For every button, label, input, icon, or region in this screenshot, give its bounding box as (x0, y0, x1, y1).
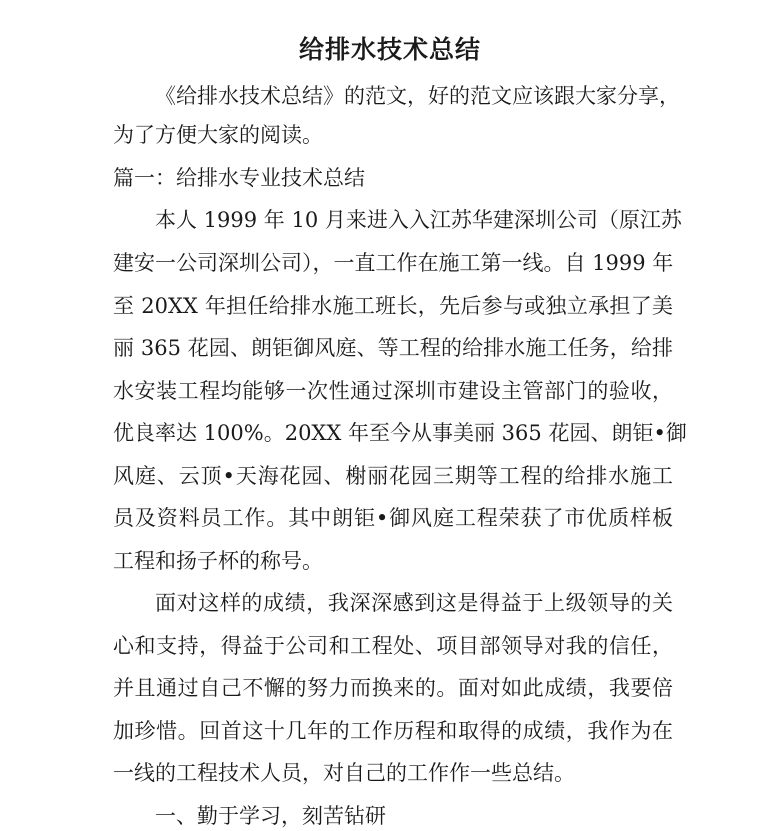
paragraph-1-line-3: 至 20XX 年担任给排水施工班长，先后参与或独立承担了美 (113, 294, 673, 318)
paragraph-1-line-5: 水安装工程均能够一次性通过深圳市建设主管部门的验收， (113, 379, 673, 403)
paragraph-1-line-4: 丽 365 花园、朗钜御风庭、等工程的给排水施工任务，给排 (113, 336, 673, 360)
paragraph-2-line-5: 一线的工程技术人员，对自己的工作作一些总结。 (113, 761, 575, 785)
intro-line-2: 为了方便大家的阅读。 (113, 123, 323, 147)
intro-line-1: 《给排水技术总结》的范文，好的范文应该跟大家分享， (155, 84, 680, 108)
paragraph-1-line-1: 本人 1999 年 10 月来进入入江苏华建深圳公司（原江苏 (155, 208, 682, 232)
paragraph-1-line-2: 建安一公司深圳公司），一直工作在施工第一线。自 1999 年 (113, 251, 674, 275)
paragraph-1-line-9: 工程和扬子杯的称号。 (113, 549, 323, 573)
section-heading: 篇一：给排水专业技术总结 (113, 166, 365, 190)
paragraph-1-line-6: 优良率达 100%。20XX 年至今从事美丽 365 花园、朗钜•御 (113, 421, 687, 445)
paragraph-1-line-8: 员及资料员工作。其中朗钜•御风庭工程荣获了市优质样板 (113, 506, 673, 530)
paragraph-2-line-3: 并且通过自己不懈的努力而换来的。面对如此成绩，我要倍 (113, 676, 673, 700)
subheading-1: 一、勤于学习，刻苦钻研 (155, 804, 386, 828)
paragraph-2-line-4: 加珍惜。回首这十几年的工作历程和取得的成绩，我作为在 (113, 719, 673, 743)
paragraph-2-line-2: 心和支持，得益于公司和工程处、项目部领导对我的信任， (113, 634, 673, 658)
paragraph-1-line-7: 风庭、云顶•天海花园、榭丽花园三期等工程的给排水施工 (113, 464, 673, 488)
document-title: 给排水技术总结 (298, 35, 481, 64)
paragraph-2-line-1: 面对这样的成绩，我深深感到这是得益于上级领导的关 (155, 591, 673, 615)
